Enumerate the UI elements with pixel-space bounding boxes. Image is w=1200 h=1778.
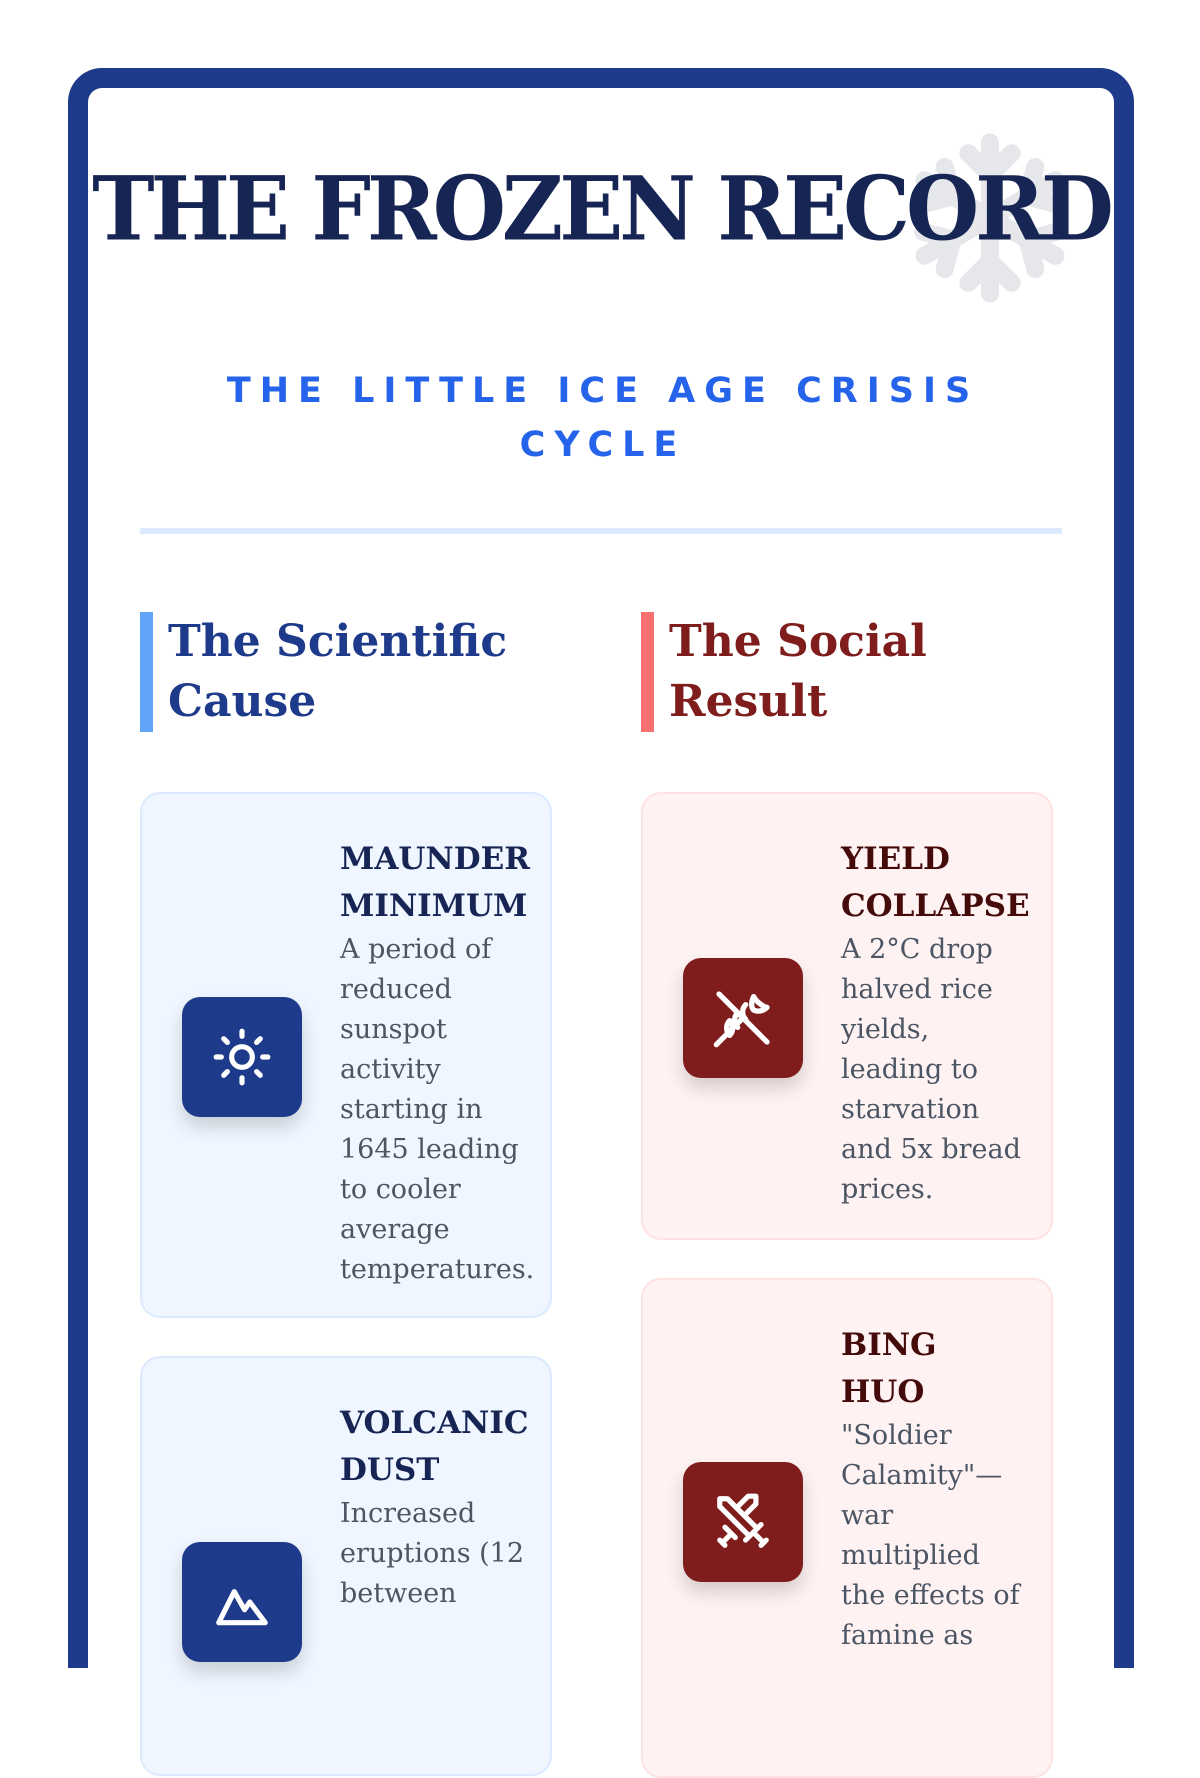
sun-icon (211, 1026, 273, 1088)
mountain-icon (211, 1571, 273, 1633)
card-icon-box (683, 1462, 803, 1582)
social-accent-bar (641, 612, 654, 732)
card-title: MAUNDER MINIMUM (340, 841, 531, 924)
social-result-heading: The Social Result (641, 612, 1061, 732)
card-description: A period of reduced sunspot activity starting in 1645 leading to cooler average temperatures. (340, 934, 535, 1285)
wheat-off-icon (711, 986, 775, 1050)
card-title: VOLCANIC DUST (340, 1405, 529, 1488)
card-description: Increased eruptions (12 between (340, 1498, 525, 1609)
page-subtitle: THE LITTLE ICE AGE CRISIS CYCLE (226, 371, 980, 465)
crossed-swords-icon (712, 1491, 774, 1553)
card-description: "Soldier Calamity"—war multiplied the effects of famine as (841, 1420, 1020, 1651)
card-volcanic-dust (140, 1356, 552, 1776)
card-yield-collapse (641, 792, 1053, 1240)
page-title: THE FROZEN RECORD (92, 156, 1110, 261)
infographic-frame (68, 68, 1134, 1668)
card-icon-box (683, 958, 803, 1078)
scientific-cause-heading: The Scientific Cause (140, 612, 560, 732)
card-maunder-minimum (140, 792, 552, 1318)
card-description: A 2°C drop halved rice yields, leading to starvation and 5x bread prices. (841, 934, 1021, 1205)
card-title: BING HUO (841, 1327, 937, 1410)
card-icon-box (182, 997, 302, 1117)
card-title: YIELD COLLAPSE (841, 841, 1030, 924)
scientific-accent-bar (140, 612, 153, 732)
header-divider (140, 528, 1062, 534)
card-icon-box (182, 1542, 302, 1662)
card-bing-huo (641, 1278, 1053, 1778)
